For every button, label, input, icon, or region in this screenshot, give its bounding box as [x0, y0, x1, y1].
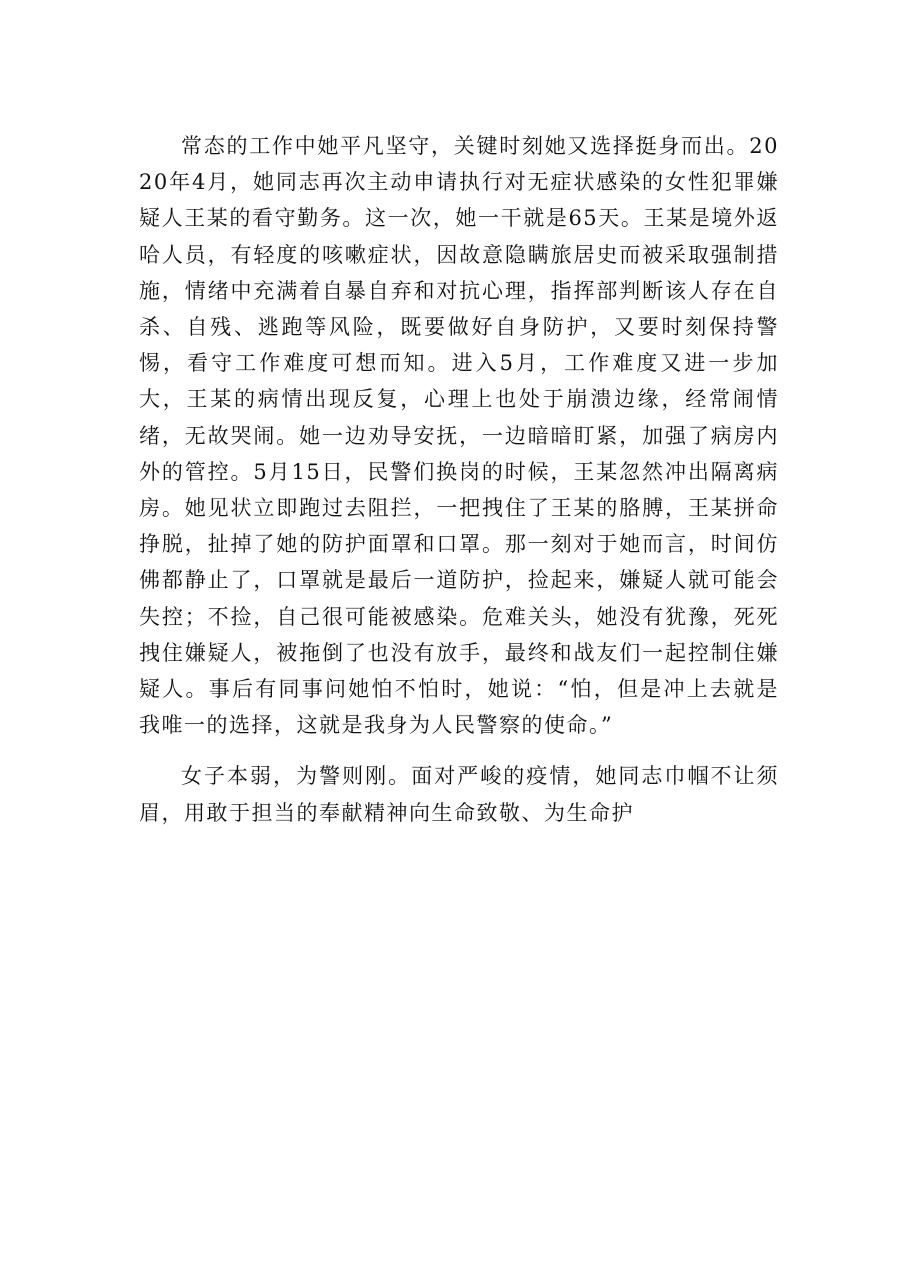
paragraph-1: 常态的工作中她平凡坚守，关键时刻她又选择挺身而出。2020年4月，她同志再次主动申请执行对无症状感染的女性犯罪嫌疑人王某的看守勤务。这一次，她一干就是65天。王某是境外返哈人员，有轻度的咳嗽症状，因故意隐瞒旅居史而被采取强制措施，情绪中充满着自暴自弃和对抗心理，指挥部判断该人存在自杀、自残、逃跑等风险，既要做好自身防护，又要时刻保持警惕，看守工作难度可想而知。进入5月，工作难度又进一步加大，王某的病情出现反复，心理上也处于崩溃边缘，经常闹情绪，无故哭闹。她一边劝导安抚，一边暗暗盯紧，加强了病房内外的管控。5月15日，民警们换岗的时候，王某忽然冲出隔离病房。她见状立即跑过去阻拦，一把拽住了王某的胳膊，王某拼命挣脱，扯掉了她的防护面罩和口罩。那一刻对于她而言，时间仿佛都静止了，口罩就是最后一道防护，捡起来，嫌疑人就可能会失控；不捡，自己很可能被感染。危难关头，她没有犹豫，死死拽住嫌疑人，被拖倒了也没有放手，最终和战友们一起控制住嫌疑人。事后有同事问她怕不怕时，她说：“怕，但是冲上去就是我唯一的选择，这就是我身为人民警察的使命。” — [139, 134, 779, 738]
paragraph-2: 女子本弱，为警则刚。面对严峻的疫情，她同志巾帼不让须眉，用敢于担当的奉献精神向生命致敬、为生命护 — [139, 764, 779, 825]
document-body — [139, 128, 779, 831]
